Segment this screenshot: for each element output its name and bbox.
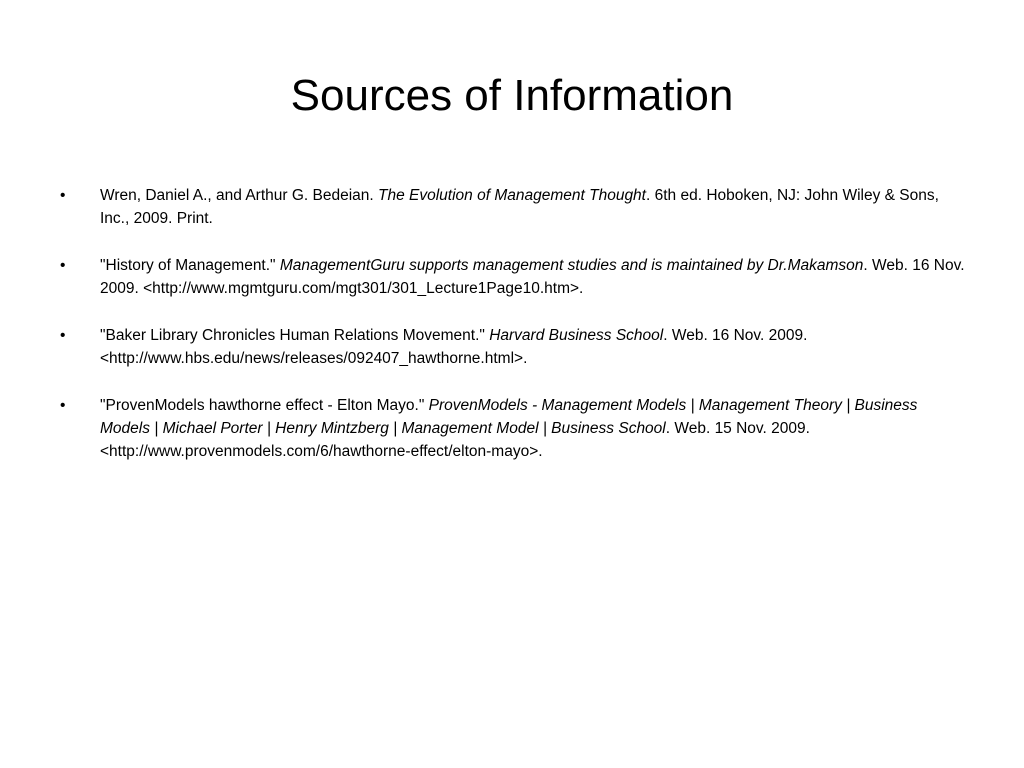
source-text: "History of Management." [100,257,280,274]
bullet-icon: • [60,397,66,414]
source-item [60,254,965,300]
source-title: The Evolution of Management Thought [378,187,646,204]
source-title: Harvard Business School [489,327,664,344]
slide-title: Sources of Information [290,71,734,120]
source-item [60,184,965,230]
source-details: . Web. 16 Nov. 2009. <http://www.mgmtguru.com/mgt301/301_Lecture1Page10.htm>. [100,257,965,297]
source-details: . Web. 15 Nov. 2009. <http://www.provenmodels.com/6/hawthorne-effect/elton-mayo>. [100,420,810,460]
source-text: "Baker Library Chronicles Human Relations Movement." [100,327,490,344]
source-details: . Web. 16 Nov. 2009. <http://www.hbs.edu/news/releases/092407_hawthorne.html>. [100,327,808,367]
source-details: . 6th ed. Hoboken, NJ: John Wiley & Sons, Inc., 2009. Print. [100,187,939,227]
source-text: "ProvenModels hawthorne effect - Elton Mayo." [100,397,429,414]
source-list [60,184,965,487]
bullet-icon: • [60,327,66,344]
source-item [60,394,965,463]
source-title: ManagementGuru supports management studies and is maintained by Dr.Makamson [279,257,864,274]
source-item [60,324,965,370]
bullet-icon: • [60,187,66,204]
source-title: ProvenModels - Management Models | Management Theory | Business Models | Michael Porter | Henry Mintzberg | Management Model | Business School [100,397,918,437]
bullet-icon: • [60,257,66,274]
source-text: Wren, Daniel A., and Arthur G. Bedeian. [100,187,379,204]
